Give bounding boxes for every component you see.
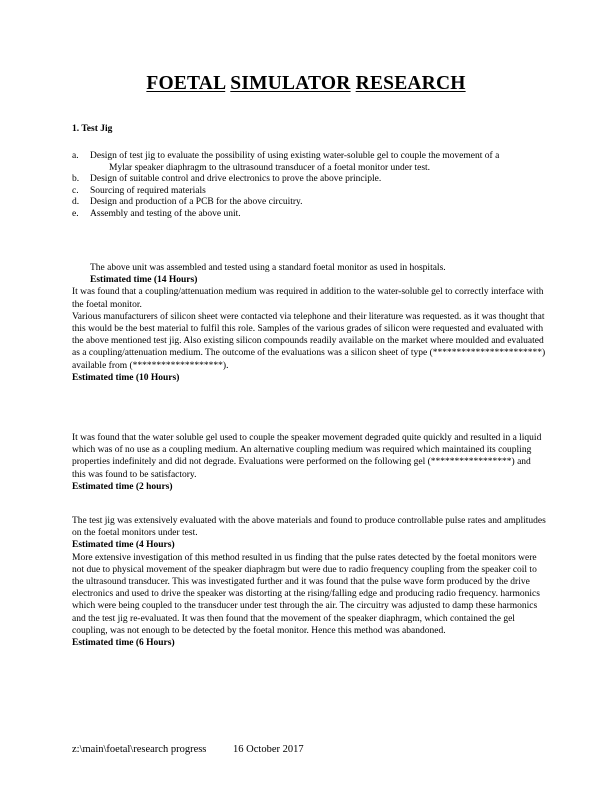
list-marker: d.	[72, 197, 80, 208]
list-marker: b.	[72, 174, 80, 185]
list-item	[72, 151, 512, 174]
list-item	[72, 174, 512, 186]
paragraph-gel: It was found that the water soluble gel used to couple the speaker movement degraded quite quickly and resulted in a liquid which was of no use as a coupling medium. An alternative coupling medium was required which maintained its coupling properties indefinitely and did not degrade. Evaluations were performed on the following gel (*****************) and this was found to be satisfactory.	[72, 433, 542, 480]
body-block-2	[72, 432, 546, 493]
paragraph-silicon: Various manufacturers of silicon sheet were contacted via telephone and their literature was requested. as it was thought that this would be the best material to fulfil this role. Samples of the various grades of silicon were requested and evaluated with the above mentioned test jig. Also existing silicon compounds readily available on the market where moulded and evaluated as a coupling/attenuation medium. The outcome of the evaluations was a silicon sheet of type (***********************) available from (*******************).	[72, 311, 546, 371]
body-block-1	[72, 262, 546, 384]
paragraph-coupling: It was found that a coupling/attenuation medium was required in addition to the water-soluble gel to correctly interface with the foetal monitor.	[72, 287, 544, 310]
footer-path: z:\main\foetal\research progress	[72, 744, 207, 755]
body-block-3	[72, 515, 546, 649]
list-marker: c.	[72, 185, 79, 196]
list-item	[72, 197, 512, 209]
estimated-time: Estimated time (4 Hours)	[72, 540, 175, 551]
estimated-time: Estimated time (2 hours)	[72, 481, 173, 492]
page-title	[0, 73, 612, 95]
footer-date: 16 October 2017	[233, 744, 304, 755]
title-word: FOETAL	[146, 73, 226, 94]
list-item-text: Design of suitable control and drive electronics to prove the above principle.	[90, 174, 382, 185]
list-item-text: Design and production of a PCB for the above circuitry.	[90, 197, 303, 208]
paragraph-evaluated: The test jig was extensively evaluated with the above materials and found to produce controllable pulse rates and amplitudes on the foetal monitors under test.	[72, 516, 546, 539]
list-item	[72, 186, 512, 198]
list-marker: a.	[72, 151, 79, 161]
estimated-time: Estimated time (6 Hours)	[72, 638, 175, 649]
list-item	[72, 209, 512, 221]
list-marker: e.	[72, 208, 79, 219]
title-word: RESEARCH	[355, 73, 466, 94]
estimated-time: Estimated time (10 Hours)	[72, 372, 180, 383]
page-footer	[72, 744, 304, 755]
list-item-text: Design of test jig to evaluate the possibility of using existing water-soluble gel to couple the movement of a Mylar speaker diaphragm to the ultrasound transducer of a foetal monitor under test.	[90, 151, 500, 173]
list-item-text: Assembly and testing of the above unit.	[90, 208, 241, 219]
task-list	[72, 151, 512, 221]
paragraph-assembled: The above unit was assembled and tested using a standard foetal monitor as used in hospitals.	[90, 263, 446, 273]
section-heading: 1. Test Jig	[72, 124, 113, 134]
paragraph-investigation: More extensive investigation of this method resulted in us finding that the pulse rates detected by the foetal monitors were not due to physical movement of the speaker diaphragm but were due to radio frequency coupling from the speaker coil to the ultrasound transducer. This was investigated further and it was found that the pulse wave form produced by the drive electronics and used to drive the speaker was distorting at the rising/falling edge and producing radio frequency. harmonics which were being coupled to the transducer under test through the air. The circuitry was adjusted to damp these harmonics and the test jig re-evaluated. It was then found that the movement of the speaker diaphragm, which contained the gel coupling, was not enough to be detected by the foetal monitor. Hence this method was abandoned.	[72, 552, 540, 636]
list-item-text: Sourcing of required materials	[90, 185, 206, 196]
estimated-time: Estimated time (14 Hours)	[90, 275, 198, 286]
title-word: SIMULATOR	[230, 73, 351, 94]
